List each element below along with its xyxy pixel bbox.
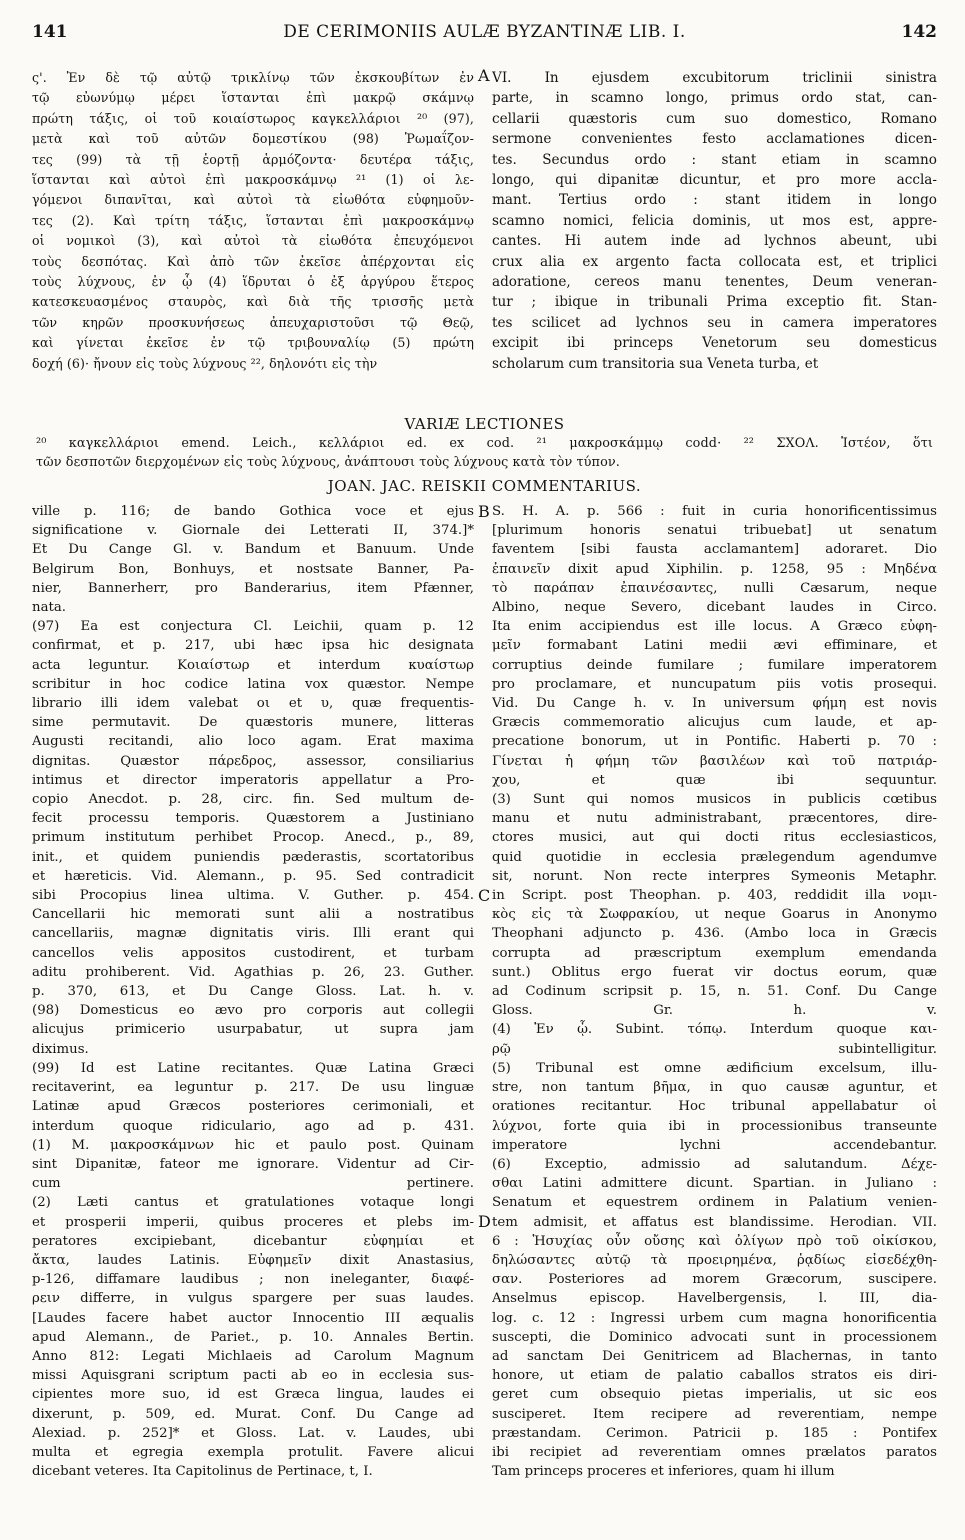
commentary-line: librario illi idem valebat οι et υ, quæ frequentis- — [32, 696, 474, 712]
variae-lectiones — [32, 414, 937, 472]
commentary-line: faventem [sibi fausta acclamantem] adoraret. Dio — [492, 542, 937, 558]
commentary-line: ville p. 116; de bando Gothica voce et ejus — [32, 504, 474, 519]
commentary-line: κὸς εἰς τὰ Σωφρακίου, ut neque Goarus in Anonymo — [492, 907, 937, 923]
commentary-line: Anselmus episcop. Havelbergensis, l. III, dia- — [492, 1291, 937, 1307]
commentary-line: [Laudes facere habet auctor Innocentio III æqualis — [32, 1310, 474, 1326]
latin-text-line: VI. In ejusdem excubitorum triclinii sinistra — [492, 70, 937, 86]
greek-text-line: ἵστανται καὶ αὐτοὶ ἐπὶ μακροσκάμνῳ ²¹ (1) οἱ λε- — [32, 172, 474, 188]
commentary-line: Cancellarii hic memorati sunt alii a nostratibus — [32, 907, 474, 923]
commentary-line: missi Aquisgrani scriptum pacti ab eo in ecclesia sus- — [32, 1368, 474, 1384]
latin-text-line: longo, qui dipanitæ dicuntur, et pro more accla- — [492, 172, 937, 189]
latin-text-line: scamno nomici, felicia dominis, ut mos est, appre- — [492, 212, 937, 229]
greek-text-line: δοχή (6)· ἤνουν εἰς τοὺς λύχνους ²², δηλονότι εἰς τὴν — [32, 355, 378, 371]
commentary-line: copio Anecdot. p. 28, circ. fin. Sed multum de- — [32, 792, 474, 808]
commentary-line: aditu prohiberent. Vid. Agathias p. 26, 23. Guther. — [32, 964, 474, 980]
commentary-line: init., et quidem puniendis pæderastis, scortatoribus — [32, 849, 474, 865]
commentary-line: 6 : Ἡσυχίας οὖν οὔσης καὶ ὀλίγων πρὸ τοῦ οἰκίσκου, — [492, 1233, 937, 1249]
variae-heading: VARIÆ LECTIONES — [404, 415, 565, 433]
margin-marker-c: C — [478, 886, 491, 905]
commentary-line: Et Du Cange Gl. v. Bandum et Banuum. Unde — [32, 542, 474, 558]
greek-text-line: καὶ γίνεται ἐκεῖσε ἐν τῷ τριβουναλίῳ (5) πρώτη — [32, 335, 474, 351]
greek-text-line: κατεσκευασμένος σταυρὸς, καὶ διὰ τῆς τρισσῆς μετὰ — [32, 294, 474, 310]
commentary-line: τὸ παράπαν ἐπαινέσαντες, nulli Cæsarum, neque — [492, 580, 937, 596]
commentary-line: Senatum et equestrem ordinem in Palatium venien- — [492, 1195, 937, 1211]
page-number-left: 141 — [32, 22, 68, 42]
commentary-line: sibi Procopius linea ultima. V. Guther. p. 454. — [32, 888, 474, 904]
commentary-line: manu et nutu administrabant, præcentores, dire- — [492, 811, 937, 827]
greek-text-line: ς'. Ἐν δὲ τῷ αὐτῷ τρικλίνῳ τῶν ἐκσκουβίτων ἐν — [32, 70, 474, 85]
page — [32, 22, 937, 1522]
commentary-line: [plurimum honoris senatui tribuebat] ut senatum — [492, 523, 937, 539]
commentary-line: cipientes more suo, id est Græca lingua, laudes ei — [32, 1387, 474, 1403]
commentary-line: p. 370, 613, et Du Cange Gloss. Lat. h. v. — [32, 984, 474, 1000]
latin-text-line: tes. Secundus ordo : stant etiam in scamno — [492, 151, 937, 168]
commentary-line: ad Codinum scripsit p. 15, n. 51. Conf. Du Cange — [492, 984, 937, 1000]
latin-text-line: sermone convenientes festo acclamationes dicen- — [492, 131, 937, 148]
commentary-line: ἐπαινεῖν dixit apud Xiphilin. p. 1258, 95 : Μηδένα — [492, 561, 937, 577]
commentary-right-column — [492, 502, 937, 1481]
commentary-line: Augusti recitandi, alio loco agam. Erat maxima — [32, 734, 474, 750]
commentary-line: Albino, neque Severo, dicebant laudes in Circo. — [492, 600, 937, 616]
commentary-line: cancellos velis appositos custodirent, et turbam — [32, 945, 474, 961]
commentary-line: susciperet. Item recipere ad reverentiam, nempe — [492, 1406, 937, 1422]
commentary-line: recitaverint, ea leguntur p. 217. De usu linguæ — [32, 1080, 474, 1096]
greek-text-line: οἱ νομικοὶ (3), καὶ αὐτοὶ τὰ εἰωθότα ἐπευχόμενοι — [32, 233, 474, 249]
commentary-line: scribitur in hoc codice latina vox quæstor. Nempe — [32, 676, 474, 692]
commentary-line: Anno 812: Legati Michlaeis ad Carolum Magnum — [32, 1348, 474, 1364]
commentary-line: et prosperii imperii, quibus proceres et plebs im- — [32, 1214, 474, 1230]
commentary-line: dignitas. Quæstor πάρεδρος, assessor, consiliarius — [32, 753, 474, 769]
commentary-line: sit, norunt. Non recte interpres Symeonis Metaphr. — [492, 868, 937, 884]
commentary-line: suscepti, die Dominico advocati sunt in processionem — [492, 1329, 937, 1345]
commentary-line: sunt.) Oblitus ergo fuerat vir doctus eorum, quæ — [492, 964, 937, 980]
latin-text-line: crux alia ex argento facta collocata est, et triplici — [492, 253, 937, 270]
greek-text-line: τοὺς δεσπότας. Καὶ ἀπὸ τῶν ἐκεῖσε ἀπέρχονται εἰς — [32, 253, 474, 269]
greek-text-line: τῶν κηρῶν προσκυνήσεως ἀπευχαριστοῦσι τῷ Θεῷ, — [32, 314, 474, 330]
commentary-line: nier, Bannerherr, pro Banderarius, item Pfænner, — [32, 580, 474, 596]
greek-text-line: τες (99) τὰ τῇ ἑορτῇ ἁρμόζοντα· δευτέρα τάξις, — [32, 151, 474, 167]
commentary-line: diximus. — [32, 1041, 89, 1057]
commentary-line: ad sanctam Dei Genitricem ad Blachernas, in tanto — [492, 1348, 937, 1364]
commentary-line: apud Alemann., de Pariet., p. 10. Annales Bertin. — [32, 1329, 474, 1345]
commentary-line: σαν. Posteriores ad morem Græcorum, suscipere. — [492, 1272, 937, 1288]
commentary-line: Ita enim accipiendus est ille locus. A Græco εὐφη- — [492, 619, 937, 635]
commentary-line: præstandam. Cerimon. Patricii p. 185 : Pontifex — [492, 1425, 937, 1441]
commentary-line: sint Dipanitæ, fateor me ignorare. Videntur ad Cir- — [32, 1156, 474, 1172]
commentary-line: (4) Ἐν ᾧ. Subint. τόπῳ. Interdum quoque και- — [492, 1022, 937, 1038]
commentary-line: ctores musici, aut qui docti ritus ecclesiasticos, — [492, 830, 937, 846]
commentary-line: (6) Exceptio, admissio ad salutandum. Δέχε- — [492, 1156, 937, 1172]
commentary-line: ρῷ subintelligitur. — [492, 1041, 937, 1057]
commentary-line: (99) Id est Latine recitantes. Quæ Latina Græci — [32, 1060, 474, 1076]
greek-text-line: τες (2). Καὶ τρίτη τάξις, ἵστανται ἐπὶ μακροσκάμνῳ — [32, 212, 474, 228]
commentary-line: tem admisit, et affatus est blandissime. Herodian. VII. — [492, 1214, 937, 1230]
commentary-line: geret cum obsequio pietas imperialis, ut sic eos — [492, 1387, 937, 1403]
commentary-line: dixerunt, p. 509, ed. Murat. Conf. Du Cange ad — [32, 1406, 474, 1422]
commentary-line: corrupta ad præscriptum exemplum emendanda — [492, 945, 937, 961]
commentary-line: (5) Tribunal est omne ædificium excelsum, illu- — [492, 1060, 937, 1076]
running-header — [32, 22, 937, 48]
commentary-line: Gloss. Gr. h. v. — [492, 1003, 937, 1019]
commentary-line: alicujus primicerio usurpabatur, ut supra jam — [32, 1022, 474, 1038]
commentary-line: quid quotidie in ecclesia prælegendum agendumve — [492, 849, 937, 865]
commentary-line: cum pertinere. — [32, 1176, 474, 1192]
commentary-line: Tam princeps proceres et inferiores, quam hi illum — [492, 1464, 835, 1480]
commentary-line: ibi recipiet ad reverentiam omnes prælatos paratos — [492, 1444, 937, 1460]
latin-text-line: adoratione, cereos manu tenentes, Deum veneran- — [492, 274, 937, 291]
commentary-line: χου, et quæ ibi sequuntur. — [492, 772, 937, 788]
commentary-line: ἄκτα, laudes Latinis. Εὐφημεῖν dixit Anastasius, — [32, 1252, 474, 1268]
commentary-line: Vid. Du Cange h. v. In universum φήμη est novis — [492, 696, 937, 712]
commentary-line: honore, ut etiam de palatio caballos stratos eis diri- — [492, 1368, 937, 1384]
commentary-line: Latinæ apud Græcos posteriores cerimoniali, et — [32, 1099, 474, 1115]
commentary-line: significatione v. Giornale dei Letterati II, 374.]* — [32, 523, 474, 539]
greek-text-line: πρώτη τάξις, οἱ τοῦ κοιαίστωρος καγκελλάριοι ²⁰ (97), — [32, 110, 474, 126]
commentary-line: Γίνεται ἡ φήμη τῶν βασιλέων καὶ τοῦ πατριάρ- — [492, 753, 937, 769]
variae-line: τῶν δεσποτῶν διερχομένων εἰς τοὺς λύχνους, ἀνάπτουσι τοὺς λύχνους κατὰ τὸν τύπον. — [36, 455, 620, 470]
commentary-line: fecit processu temporis. Quæstorem a Justiniano — [32, 811, 474, 827]
commentary-line: peratores excipiebant, dicebantur εὐφημίαι et — [32, 1233, 474, 1249]
commentary-left-column — [32, 502, 474, 1481]
commentary-line: imperatore lychni accendebantur. — [492, 1137, 937, 1153]
latin-text-line: parte, in scamno longo, primus ordo stat, can- — [492, 90, 937, 107]
commentary-line: dicebant veteres. Ita Capitolinus de Pertinace, t, I. — [32, 1464, 373, 1480]
running-title: DE CERIMONIIS AULÆ BYZANTINÆ LIB. I. — [283, 22, 686, 42]
latin-text-line: tes scilicet ad lychnos seu in camera imperatores — [492, 314, 937, 331]
commentary-line: corruptius deinde fumilare ; fumilare imperatorem — [492, 657, 937, 673]
main-text-columns — [32, 68, 937, 414]
greek-text-line: τῷ εὐωνύμῳ μέρει ἵστανται ἐπὶ μακρῷ σκάμνῳ — [32, 90, 474, 106]
latin-text-line: excipit ibi princeps Venetorum seu domesticus — [492, 335, 937, 352]
commentary-line: Theophani adjuncto p. 436. (Ambo loca in Græcis — [492, 926, 937, 942]
commentary-line: orationes recitantur. Hoc tribunal appellabatur οἱ — [492, 1099, 937, 1115]
commentary-line: precatione bonorum, ut in Pontific. Haberti p. 70 : — [492, 734, 937, 750]
latin-text-line: tur ; ibique in tribunali Prima exceptio fit. Stan- — [492, 294, 937, 311]
commentary-line: et hæreticis. Vid. Alemann., p. 95. Sed contradicit — [32, 868, 474, 884]
commentary-line: acta leguntur. Κοιαίστωρ et interdum κυαίστωρ — [32, 657, 474, 673]
page-number-right: 142 — [901, 22, 937, 42]
commentary-columns — [32, 502, 937, 1480]
commentary-line: in Script. post Theophan. p. 403, reddidit illa νομι- — [492, 888, 937, 904]
commentary-section — [32, 476, 937, 1480]
commentary-line: stre, non tantum βῆμα, in quo causæ aguntur, et — [492, 1080, 937, 1096]
commentary-line: μεῖν formabant Latini medii ævi effiminare, et — [492, 638, 937, 654]
commentary-line: Græcis commemoratio alicujus cum laude, et ap- — [492, 715, 937, 731]
commentary-line: nata. — [32, 600, 66, 616]
greek-text-line: μετὰ καὶ τοῦ αὐτῶν δομεστίκου (98) Ῥωμαΐζον- — [32, 131, 474, 147]
commentary-line: λύχνοι, forte quia ibi in processionibus transeunte — [492, 1118, 937, 1134]
commentary-line: interdum quoque ridiculario, ago ad p. 431. — [32, 1118, 474, 1134]
latin-text-line: scholarum cum transitoria sua Veneta turba, et — [492, 355, 819, 372]
margin-marker-a: A — [478, 66, 490, 85]
commentary-line: (98) Domesticus eo ævo pro corporis aut collegii — [32, 1003, 474, 1019]
variae-body — [32, 434, 937, 472]
commentary-heading: JOAN. JAC. REISKII COMMENTARIUS. — [327, 477, 642, 495]
commentary-line: (1) M. μακροσκάμνων hic et paulo post. Quinam — [32, 1137, 474, 1153]
variae-line: ²⁰ καγκελλάριοι emend. Leich., κελλάριοι ed. ex cod. ²¹ μακροσκάμμῳ codd· ²² ΣΧΟΛ. Ἰστέον, ὅτι — [36, 436, 933, 451]
latin-text-line: mant. Tertius ordo : stant itidem in longo — [492, 192, 937, 209]
commentary-line: ρειν differre, in vulgus spargere per suas laudes. — [32, 1291, 474, 1307]
greek-text-line: γόμενοι διπανῖται, καὶ αὐτοὶ τὰ εἰωθότα εὐφημοῦν- — [32, 192, 474, 208]
commentary-line: sime permutavit. De quæstoris munere, litteras — [32, 715, 474, 731]
commentary-line: primum institutum perhibet Procop. Anecd., p., 89, — [32, 830, 474, 846]
latin-text-line: cantes. Hi autem inde ad lychnos abeunt, ubi — [492, 233, 937, 250]
commentary-line: S. H. A. p. 566 : fuit in curia honorificentissimus — [492, 504, 937, 519]
commentary-line: intimus et director imperatoris appellatur a Pro- — [32, 772, 474, 788]
commentary-line: (2) Læti cantus et gratulationes votaque longi — [32, 1195, 474, 1211]
commentary-line: p-126, diffamare laudibus ; non ineleganter, διαφέ- — [32, 1272, 474, 1288]
latin-text-line: cellarii quæstoris cum suo domestico, Romano — [492, 110, 937, 127]
commentary-line: Belgirum Bon, Bonhuys, et nostsate Banner, Pa- — [32, 561, 474, 577]
commentary-line: (3) Sunt qui nomos musicos in publicis cœtibus — [492, 792, 937, 808]
commentary-line: Alexiad. p. 252]* et Gloss. Lat. v. Laudes, ubi — [32, 1425, 474, 1441]
greek-text-column — [32, 68, 474, 374]
commentary-line: σθαι Latini admittere dicunt. Spartian. in Juliano : — [492, 1176, 937, 1192]
margin-marker-b: B — [478, 502, 490, 521]
commentary-line: multa et egregia exempla protulit. Favere alicui — [32, 1444, 474, 1460]
commentary-line: δηλώσαντες αὐτῷ τὰ προειρημένα, ῥᾳδίως εἰσεδέχθη- — [492, 1252, 937, 1268]
greek-text-line: τοὺς λύχνους, ἐν ᾧ (4) ἵδρυται ὁ ἐξ ἀργύρου ἕτερος — [32, 274, 474, 290]
margin-marker-d: D — [478, 1212, 491, 1231]
commentary-line: confirmat, et p. 217, ubi hæc ipsa hic designata — [32, 638, 474, 654]
commentary-line: pro proclamare, et nuncupatum piis votis prosequi. — [492, 676, 937, 692]
commentary-line: log. c. 12 : Ingressi urbem cum magna honorificentia — [492, 1310, 937, 1326]
commentary-line: cancellariis, magnæ dignitatis viris. Illi erant qui — [32, 926, 474, 942]
latin-text-column — [492, 68, 937, 374]
commentary-line: (97) Ea est conjectura Cl. Leichii, quam p. 12 — [32, 619, 474, 635]
